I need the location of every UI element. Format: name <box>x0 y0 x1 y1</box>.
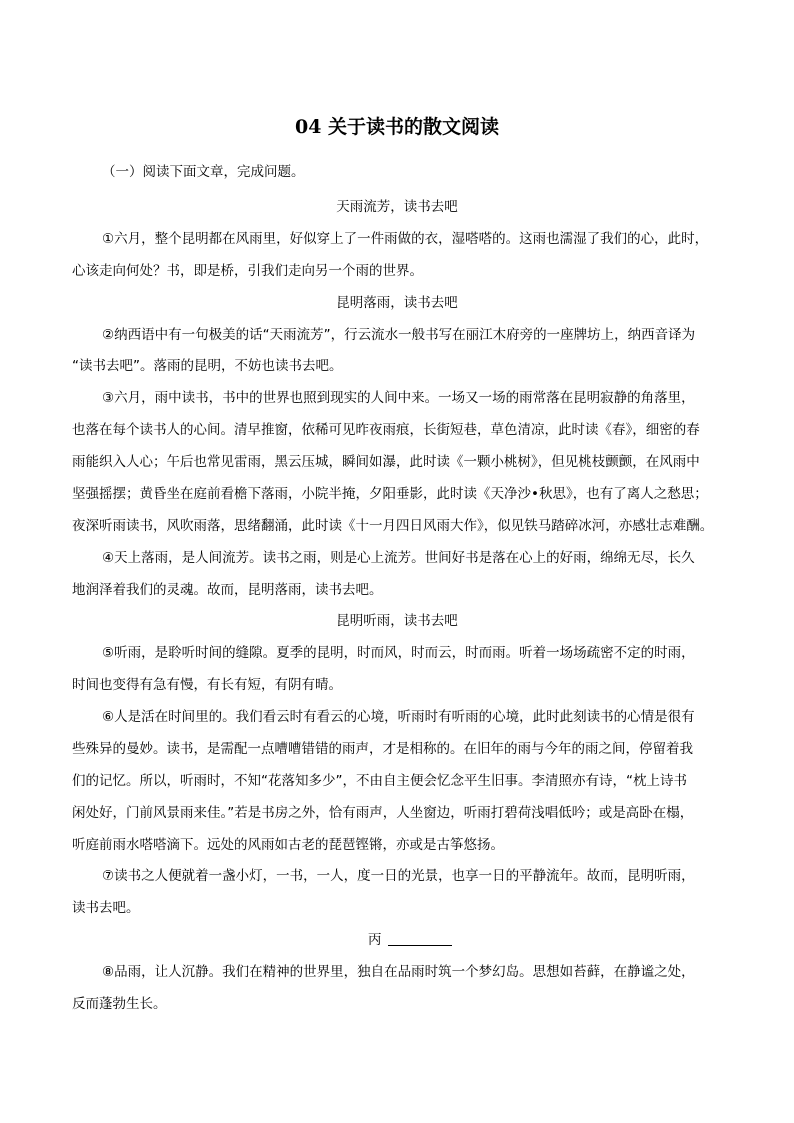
page-title: 04 关于读书的散文阅读 <box>294 116 500 138</box>
paragraph-8-line-2: 反而蓬勃生长。 <box>72 996 167 1012</box>
heading-label: 丙 <box>368 932 382 948</box>
section-heading-3: 昆明听雨，读书去吧 <box>336 613 458 629</box>
paragraph-2-line-1: ②纳西语中有一句极美的话“天雨流芳”，行云流水一般书写在丽江木府旁的一座牌坊上，纳西音译为 <box>102 327 696 343</box>
paragraph-1-line-2: 心该走向何处？书，即是桥，引我们走向另一个雨的世界。 <box>72 263 423 279</box>
paragraph-3-line-3: 雨能织入人心；午后也常见雷雨，黑云压城，瞬间如瀑，此时读《一颗小桃树》，但见桃枝颤颤，在风雨中 <box>72 454 700 470</box>
paragraph-8-line-1: ⑧品雨，让人沉静。我们在精神的世界里，独自在品雨时筑一个梦幻岛。思想如苔藓，在静谧之处， <box>102 964 695 980</box>
paragraph-3-line-2: 也落在每个读书人的心间。清早推窗，依稀可见昨夜雨痕，长街短巷，草色清凉，此时读《春》，细密的春 <box>72 422 700 438</box>
paragraph-6-line-2: 些殊异的曼妙。读书，是需配一点嘈嘈错错的雨声，才是相称的。在旧年的雨与今年的雨之间，停留着我 <box>72 741 693 757</box>
paragraph-6-line-5: 听庭前雨水嗒嗒滴下。远处的风雨如古老的琵琶铿锵，亦或是古筝悠扬。 <box>72 837 504 853</box>
section-heading-1: 天雨流芳，读书去吧 <box>336 199 458 215</box>
paragraph-4-line-1: ④天上落雨，是人间流芳。读书之雨，则是心上流芳。世间好书是落在心上的好雨，绵绵无尽，长久 <box>102 550 695 566</box>
section-heading-2: 昆明落雨，读书去吧 <box>336 295 458 311</box>
section-heading-4 <box>368 930 452 950</box>
paragraph-2-line-2: “读书去吧”。落雨的昆明，不妨也读书去吧。 <box>72 358 343 374</box>
paragraph-1-line-1: ①六月，整个昆明都在风雨里，好似穿上了一件雨做的衣，湿嗒嗒的。这雨也濡湿了我们的心，此时， <box>102 231 709 247</box>
section-intro: （一）阅读下面文章，完成问题。 <box>102 164 305 180</box>
paragraph-5-line-2: 时间也变得有急有慢，有长有短，有阴有晴。 <box>72 677 342 693</box>
paragraph-6-line-4: 闲处好，门前风景雨来佳。”若是书房之外，恰有雨声，人坐窗边，听雨打碧荷浅唱低吟；或是高卧在榻， <box>72 805 694 821</box>
fill-in-blank <box>388 931 452 946</box>
paragraph-6-line-1: ⑥人是活在时间里的。我们看云时有看云的心境，听雨时有听雨的心境，此时此刻读书的心情是很有 <box>102 709 695 725</box>
paragraph-3-line-1: ③六月，雨中读书，书中的世界也照到现实的人间中来。一场又一场的雨常落在昆明寂静的角落里， <box>102 390 695 406</box>
paragraph-5-line-1: ⑤听雨，是聆听时间的缝隙。夏季的昆明，时而风，时而云，时而雨。听着一场场疏密不定的时雨， <box>102 645 695 661</box>
paragraph-3-line-4: 坚强摇摆；黄昏坐在庭前看檐下落雨，小院半掩，夕阳垂影，此时读《天净沙•秋思》，也有了离人之愁思； <box>72 486 708 502</box>
paragraph-7-line-2: 读书去吧。 <box>72 900 140 916</box>
paragraph-6-line-3: 们的记忆。所以，听雨时，不知“花落知多少”，不由自主便会忆念平生旧事。李清照亦有诗，“枕上诗书 <box>72 773 687 789</box>
paragraph-7-line-1: ⑦读书之人便就着一盏小灯，一书，一人，度一日的光景，也享一日的平静流年。故而，昆明听雨， <box>102 868 695 884</box>
paragraph-3-line-5: 夜深听雨读书，风吹雨落，思绪翻涌，此时读《十一月四日风雨大作》，似见铁马踏碎冰河，亦感壮志难酬。 <box>72 518 714 534</box>
paragraph-4-line-2: 地润泽着我们的灵魂。故而，昆明落雨，读书去吧。 <box>72 582 383 598</box>
